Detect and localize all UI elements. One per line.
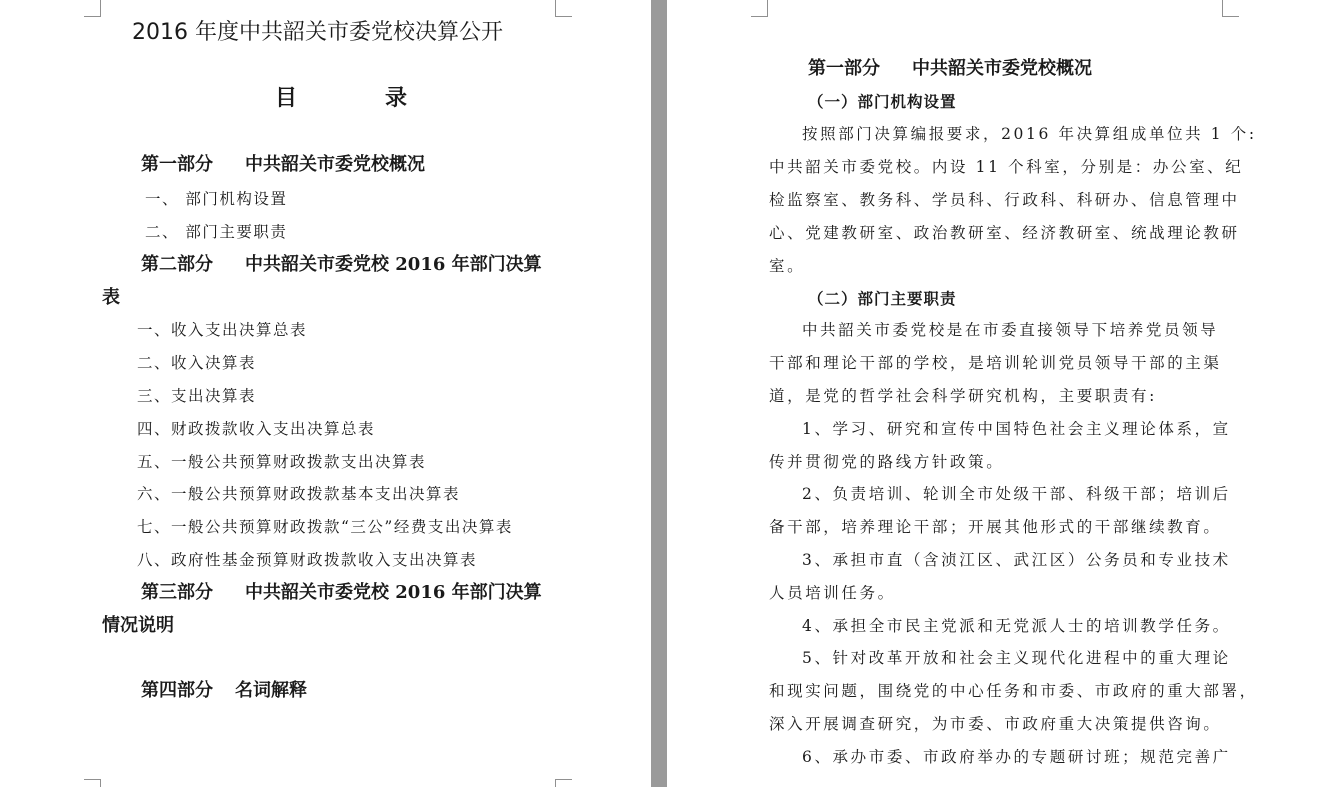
paragraph-line: 心、党建教研室、政治教研室、经济教研室、统战理论教研 xyxy=(769,224,1240,242)
crop-mark xyxy=(84,779,101,787)
subsection-title-org: （一）部门机构设置 xyxy=(808,92,957,111)
paragraph-line: 中共韶关市委党校。内设 11 个科室，分别是：办公室、纪 xyxy=(769,158,1244,176)
paragraph-line: 检监察室、教务科、学员科、行政科、科研办、信息管理中 xyxy=(769,191,1240,209)
toc-item: 二、 部门主要职责 xyxy=(145,223,288,241)
part-label: 第二部分 xyxy=(141,254,213,275)
crop-mark xyxy=(1222,0,1239,17)
document-page-left xyxy=(0,0,651,787)
toc-part-2 xyxy=(141,256,542,274)
toc-item: 一、收入支出决算总表 xyxy=(137,321,308,339)
paragraph-line: 6、承办市委、市政府举办的专题研讨班；规范完善广 xyxy=(802,748,1231,766)
paragraph-line: 人员培训任务。 xyxy=(769,584,896,602)
part-label: 第一部分 xyxy=(141,154,213,175)
toc-part-2-cont: 表 xyxy=(102,287,120,308)
part-label: 第三部分 xyxy=(141,582,213,603)
part-title: 中共韶关市委党校概况 xyxy=(245,154,425,175)
paragraph-line: 备干部，培养理论干部；开展其他形式的干部继续教育。 xyxy=(769,518,1222,536)
paragraph-line: 2、负责培训、轮训全市处级干部、科级干部；培训后 xyxy=(802,485,1231,503)
paragraph-line: 按照部门决算编报要求，2016 年决算组成单位共 1 个: xyxy=(802,125,1257,143)
toc-part-3 xyxy=(141,584,542,602)
crop-mark xyxy=(84,0,101,17)
paragraph-line: 道，是党的哲学社会科学研究机构，主要职责有: xyxy=(769,387,1157,405)
toc-part-4 xyxy=(141,682,307,700)
part-title: 中共韶关市委党校概况 xyxy=(912,58,1092,79)
toc-item: 五、一般公共预算财政拨款支出决算表 xyxy=(137,453,427,471)
subsection-title-duties: （二）部门主要职责 xyxy=(808,289,957,308)
toc-part-1 xyxy=(141,156,425,174)
part-title: 中共韶关市委党校 2016 年部门决算 xyxy=(245,582,542,603)
paragraph-line: 4、承担全市民主党派和无党派人士的培训教学任务。 xyxy=(802,617,1231,635)
paragraph-line: 1、学习、研究和宣传中国特色社会主义理论体系，宣 xyxy=(802,420,1231,438)
paragraph-line: 室。 xyxy=(769,257,806,275)
crop-mark xyxy=(751,0,768,17)
paragraph-line: 干部和理论干部的学校，是培训轮训党员领导干部的主渠 xyxy=(769,354,1222,372)
part-label: 第四部分 xyxy=(141,680,213,701)
toc-item: 六、一般公共预算财政拨款基本支出决算表 xyxy=(137,485,461,503)
toc-part-3-cont: 情况说明 xyxy=(102,615,174,636)
crop-mark xyxy=(555,779,572,787)
paragraph-line: 5、针对改革开放和社会主义现代化进程中的重大理论 xyxy=(802,649,1231,667)
paragraph-line: 和现实问题，围绕党的中心任务和市委、市政府的重大部署， xyxy=(769,682,1258,700)
document-page-right xyxy=(667,0,1321,787)
paragraph-line: 传并贯彻党的路线方针政策。 xyxy=(769,453,1005,471)
part-label: 第一部分 xyxy=(808,58,880,79)
paragraph-line: 中共韶关市委党校是在市委直接领导下培养党员领导 xyxy=(802,321,1219,339)
toc-item: 八、政府性基金预算财政拨款收入支出决算表 xyxy=(137,551,478,569)
part-title: 中共韶关市委党校 2016 年部门决算 xyxy=(245,254,542,275)
part-title: 名词解释 xyxy=(235,680,307,701)
document-title: 2016 年度中共韶关市委党校决算公开 xyxy=(132,20,503,45)
toc-item: 一、 部门机构设置 xyxy=(145,190,288,208)
toc-item: 七、一般公共预算财政拨款“三公”经费支出决算表 xyxy=(137,518,513,536)
section-part-title xyxy=(808,60,1092,78)
toc-item: 三、支出决算表 xyxy=(137,387,257,405)
paragraph-line: 3、承担市直（含浈江区、武江区）公务员和专业技术 xyxy=(802,551,1231,569)
toc-item: 二、收入决算表 xyxy=(137,354,257,372)
paragraph-line: 深入开展调查研究，为市委、市政府重大决策提供咨询。 xyxy=(769,715,1222,733)
toc-heading: 目录 xyxy=(275,86,496,111)
crop-mark xyxy=(555,0,572,17)
toc-item: 四、财政拨款收入支出决算总表 xyxy=(137,420,376,438)
